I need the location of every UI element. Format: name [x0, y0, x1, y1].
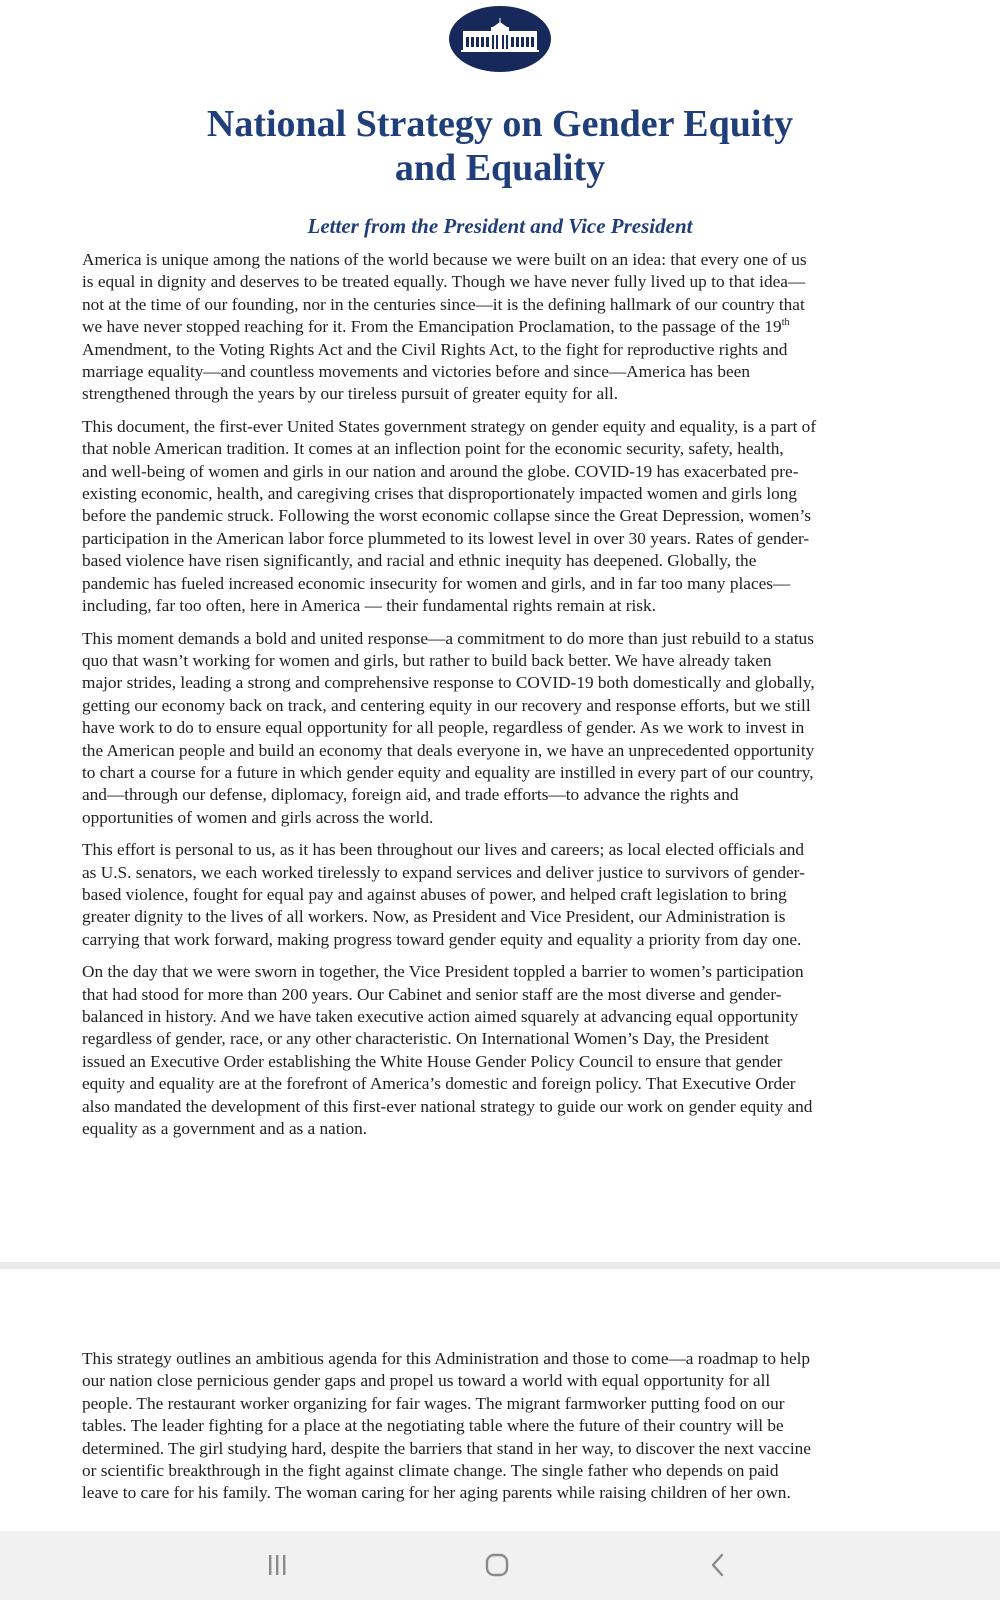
paragraph: This document, the first-ever United States government strategy on gender equity and equality, is a part of that noble American tradition. It comes at an inflection point for the economic security, safety, health, and well-being of women and girls in our nation and around the globe. COVID-19 has exacerbated pre- existing economic, health, and caregiving crises that disproportionately impacted women and girls long before the pandemic struck. Following the worst economic collapse since the Great Depression, women’s participation in the American labor force plummeted to its lowest level in over 30 years. Rates of gender- based violence have risen significantly, and racial and ethnic inequity has deepened. Globally, the pandemic has fueled increased economic insecurity for women and girls, and in far too many places— including, far too often, here in America — their fundamental rights remain at risk.: [82, 416, 817, 616]
back-button[interactable]: [688, 1545, 748, 1585]
paragraph: This effort is personal to us, as it has been throughout our lives and careers; as local elected officials and as U.S. senators, we each worked tirelessly to expand services and deliver justice to survivors of gender- based violence, fought for equal pay and against abuses of power, and helped craft legislation to bring greater dignity to the lives of all workers. Now, as President and Vice President, our Administration is carrying that work forward, making progress toward gender equity and equality a priority from day one.: [82, 840, 805, 949]
letter-body-continued: [82, 1348, 922, 1515]
recent-apps-button[interactable]: [247, 1545, 307, 1585]
paragraph: This strategy outlines an ambitious agenda for this Administration and those to come—a roadmap to help our nation close pernicious gender gaps and propel us toward a world with equal opportunity for all people. The restaurant worker organizing for fair wages. The migrant farmworker putting food on our tables. The leader fighting for a place at the negotiating table where the future of their country will be determined. The girl studying hard, despite the barriers that stand in her way, to discover the next vaccine or scientific breakthrough in the fight against climate change. The single father who depends on paid leave to care for his family. The woman caring for her aging parents while raising children of her own.: [82, 1349, 811, 1503]
paragraph: On the day that we were sworn in together, the Vice President toppled a barrier to women’s participation that had stood for more than 200 years. Our Cabinet and senior staff are the most diverse and gender- balanced in history. And we have taken executive action aimed squarely at advancing equal opportunity regardless of gender, race, or any other characteristic. On International Women’s Day, the President issued an Executive Order establishing the White House Gender Policy Council to ensure that gender equity and equality are at the forefront of America’s domestic and foreign policy. That Executive Order also mandated the development of this first-ever national strategy to guide our work on gender equity and equality as a government and as a nation.: [82, 962, 813, 1139]
recent-apps-icon: [262, 1552, 292, 1578]
home-button[interactable]: [467, 1545, 527, 1585]
back-icon: [703, 1552, 733, 1578]
superscript: th: [781, 317, 790, 329]
white-house-seal-icon: [449, 6, 551, 72]
page-separator: [0, 1262, 1000, 1269]
paragraph: This moment demands a bold and united response—a commitment to do more than just rebuild to a status quo that wasn’t working for women and girls, but rather to build back better. We have already taken major strides, leading a strong and comprehensive response to COVID-19 both domestically and globally, getting our economy back on track, and centering equity in our recovery and response efforts, but we still have work to do to ensure equal opportunity for all people, regardless of gender. As we work to invest in the American people and build an economy that deals everyone in, we have an unprecedented opportunity to chart a course for a future in which gender equity and equality are instilled in every part of our country, and—through our defense, diplomacy, foreign aid, and trade efforts—to advance the rights and opportunities of women and girls across the world.: [82, 628, 815, 827]
letter-body: [82, 249, 922, 1150]
document-subtitle: Letter from the President and Vice President: [307, 214, 693, 238]
document-page-2: [0, 1269, 1000, 1531]
document-title: National Strategy on Gender Equity and Equality: [206, 103, 794, 189]
paragraph: America is unique among the nations of the world because we were built on an idea: that every one of us is equal in dignity and deserves to be treated equally. Though we have never fully lived up to that idea— not at the time of our founding, nor in the centuries since—it is the defining hallmark of our country that we have never stopped reaching for it. From the Emancipation Proclamation, to the passage of the 19th Amendment, to the Voting Rights Act and the Civil Rights Act, to the fight for reproductive rights and marriage equality—and countless movements and victories before and since—America has been strengthened through the years by our tireless pursuit of greater equity for all.: [82, 250, 807, 404]
home-icon: [482, 1552, 512, 1578]
android-navigation-bar: [0, 1531, 1000, 1600]
